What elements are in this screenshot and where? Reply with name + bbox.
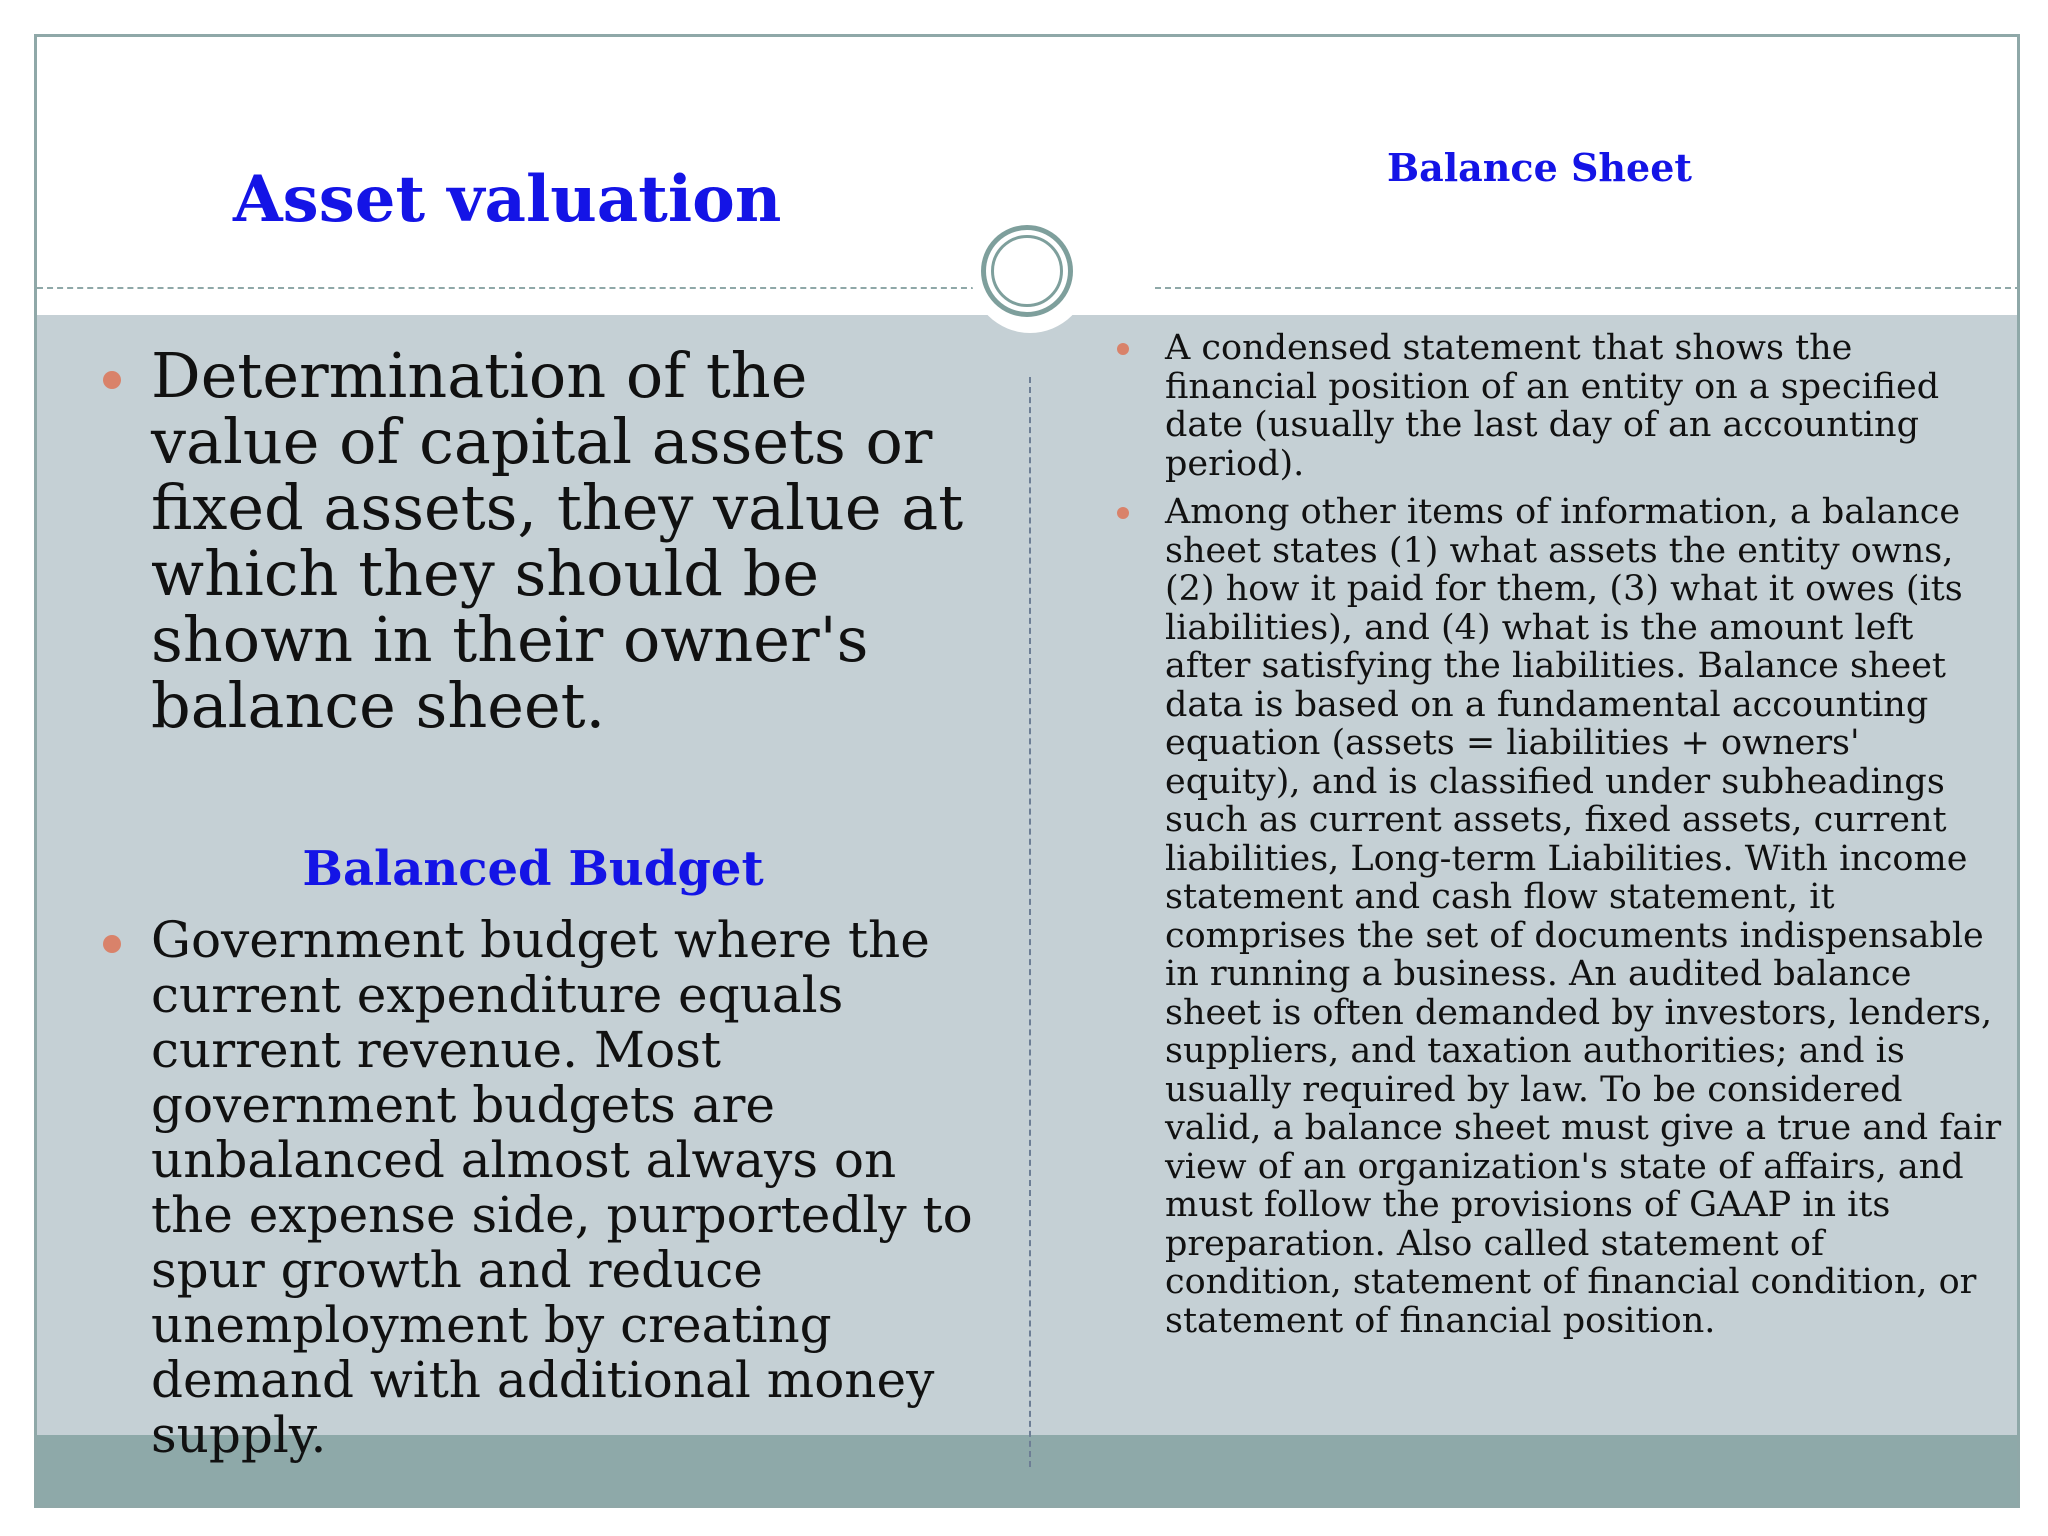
asset-valuation-list: [151, 339, 971, 742]
list-item: [1165, 493, 2005, 1340]
bullet-dot-icon: [1117, 507, 1129, 519]
list-item: [151, 339, 971, 742]
bullet-text: Determination of the value of capital assets or fixed assets, they value at which they should be shown in their owner's balance sheet.: [151, 339, 964, 742]
bullet-dot-icon: [103, 371, 121, 389]
divider-ornament-inner: [991, 235, 1063, 307]
header-divider-left: [37, 287, 977, 289]
bullet-dot-icon: [1117, 343, 1129, 355]
list-item: [151, 913, 991, 1463]
left-title: Asset valuation: [233, 162, 782, 237]
balance-sheet-list: [1165, 329, 2005, 1350]
bullet-text: A condensed statement that shows the financial position of an entity on a specified date (usually the last day of an accounting period).: [1165, 328, 1940, 484]
header-divider-right: [1155, 287, 2020, 289]
bullet-dot-icon: [103, 935, 121, 953]
list-item: [1165, 329, 2005, 483]
right-title: Balance Sheet: [1387, 145, 1692, 190]
slide: [34, 34, 2020, 1508]
bullet-text: Among other items of information, a balance sheet states (1) what assets the entity owns, (2) how it paid for them, (3) what it owes (its liabilities), and (4) what is the amount left after satisfying the liabilities. Balance sheet data is based on a fundamental accounting equation (assets = liabilities + owners' equity), and is classified under subheadings such as current assets, fixed assets, current liabilities, Long-term Liabilities. With income statement and cash flow statement, it comprises the set of documents indispensable in running a business. An audited balance sheet is often demanded by investors, lenders, suppliers, and taxation authorities; and is usually required by law. To be considered valid, a balance sheet must give a true and fair view of an organization's state of affairs, and must follow the provisions of GAAP in its preparation. Also called statement of condition, statement of financial condition, or statement of financial position.: [1165, 492, 2002, 1341]
column-divider: [1029, 377, 1031, 1467]
bullet-text: Government budget where the current expenditure equals current revenue. Most government budgets are unbalanced almost always on the expense side, purportedly to spur growth and reduce unemployment by creating demand with additional money supply.: [151, 911, 973, 1464]
balanced-budget-list: [151, 913, 991, 1463]
left-subtitle: Balanced Budget: [302, 841, 764, 897]
